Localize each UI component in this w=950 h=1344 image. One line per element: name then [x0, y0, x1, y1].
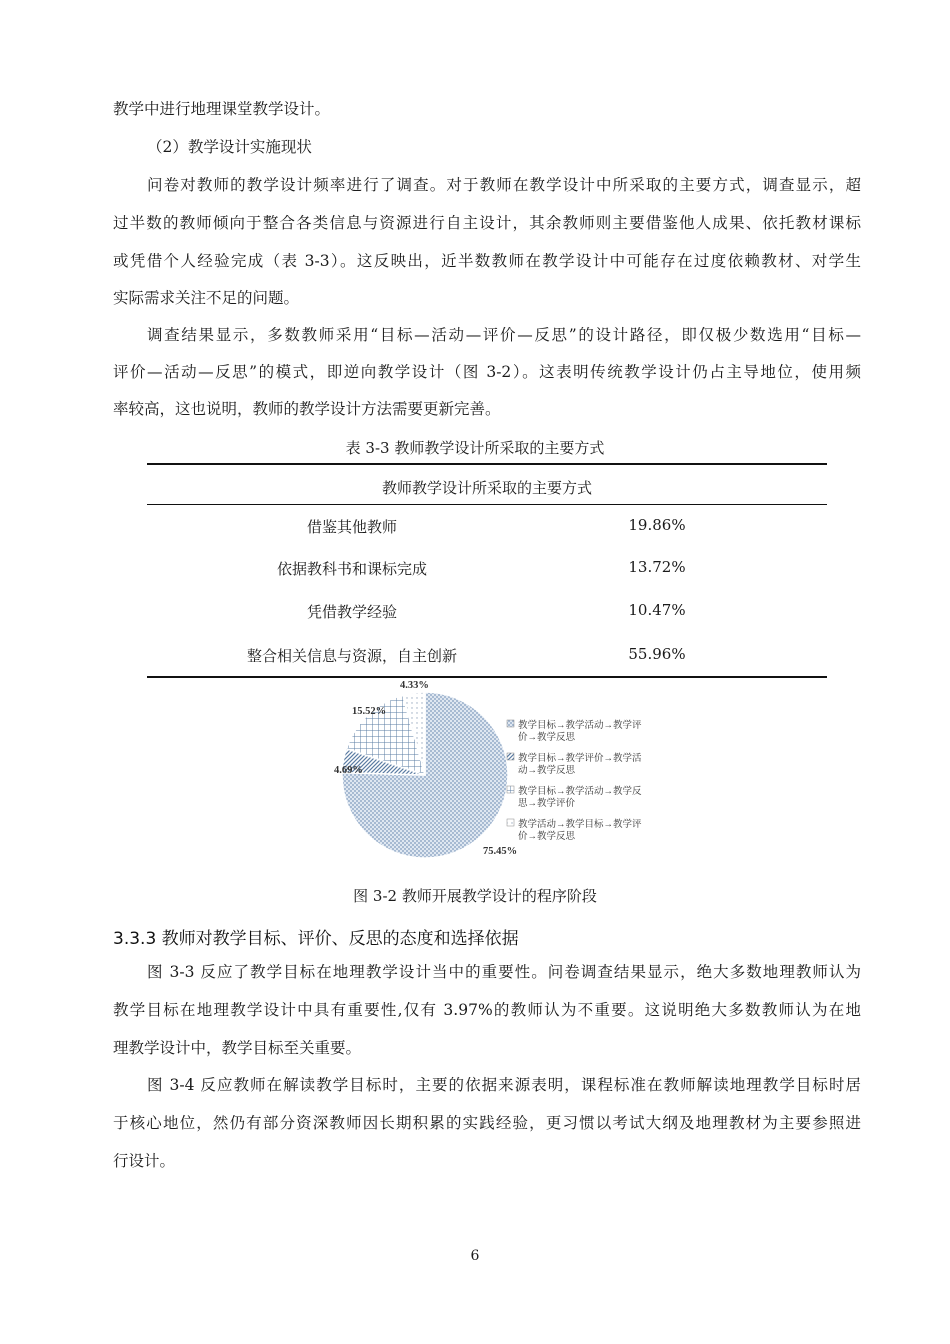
page-number: 6 — [470, 1248, 480, 1264]
paragraph-line: 理教学设计中，教学目标至关重要。 — [113, 1039, 362, 1057]
table-caption: 表 3-3 教师教学设计所采取的主要方式 — [345, 439, 605, 457]
paragraph-line: 率较高，这也说明，教师的教学设计方法需要更新完善。 — [113, 400, 501, 418]
legend-label: 教学目标→教学评价→教学活 — [518, 754, 642, 764]
paragraph-line: 于核心地位，然仍有部分资深教师因长期积累的实践经验，更习惯以考试大纲及地理教材为主要参照进 — [113, 1114, 861, 1132]
pie-slice-label: 75.45% — [483, 846, 518, 857]
table-header-rule — [147, 504, 827, 505]
paragraph-line: 问卷对教师的教学设计频率进行了调查。对于教师在教学设计中所采取的主要方式，调查显示，超 — [147, 176, 861, 194]
paragraph-line: 教学中进行地理课堂教学设计。 — [113, 100, 331, 118]
paragraph-line: 图 3-4 反应教师在解读教学目标时，主要的依据来源表明，课程标准在教师解读地理教学目标时居 — [147, 1076, 861, 1094]
table-row-value: 13.72% — [628, 558, 686, 576]
table-row-label: 凭借教学经验 — [306, 603, 397, 621]
paragraph-line: 图 3-3 反应了教学目标在地理教学设计当中的重要性。问卷调查结果显示，绝大多数地理教师认为 — [147, 963, 861, 981]
legend-label: 动→教学反思 — [518, 766, 576, 776]
paragraph-line: 行设计。 — [113, 1152, 176, 1170]
paragraph-line: 教学目标在地理教学设计中具有重要性,仅有 3.97%的教师认为不重要。这说明绝大多数教师认为在地 — [113, 1001, 861, 1019]
legend-label: 价→教学反思 — [518, 733, 576, 743]
legend-swatch — [507, 753, 514, 760]
pie-slice-label: 4.33% — [400, 680, 429, 691]
table-row-value: 19.86% — [628, 516, 686, 534]
paragraph-line: 评价—活动—反思”的模式，即逆向教学设计（图 3-2）。这表明传统教学设计仍占主导地位，使用频 — [113, 363, 861, 381]
paragraph-line: 过半数的教师倾向于整合各类信息与资源进行自主设计，其余教师则主要借鉴他人成果、依托教材课标 — [113, 214, 861, 232]
pie-chart — [300, 676, 670, 866]
legend-swatch — [507, 786, 514, 793]
table-top-rule — [147, 463, 827, 465]
table-row-label: 依据教科书和课标完成 — [276, 560, 427, 578]
paragraph-line: 或凭借个人经验完成（表 3-3）。这反映出，近半数教师在教学设计中可能存在过度依赖教材、对学生 — [113, 252, 861, 270]
legend-label: 教学目标→教学活动→教学评 — [518, 721, 642, 731]
table-header: 教师教学设计所采取的主要方式 — [381, 479, 592, 497]
legend-swatch — [507, 819, 514, 826]
table-row-label: 整合相关信息与资源，自主创新 — [246, 647, 457, 665]
table-row-value: 55.96% — [628, 645, 686, 663]
legend-label: 思→教学评价 — [518, 799, 576, 809]
paragraph-line: 实际需求关注不足的问题。 — [113, 289, 300, 307]
legend-label: 教学目标→教学活动→教学反 — [518, 787, 642, 797]
legend-label: 价→教学反思 — [518, 832, 576, 842]
table-row-value: 10.47% — [628, 601, 686, 619]
pie-slice-label: 15.52% — [352, 706, 387, 717]
section-heading: 3.3.3 教师对教学目标、评价、反思的态度和选择依据 — [113, 929, 519, 949]
subsection-label: （2）教学设计实施现状 — [147, 138, 312, 156]
legend-swatch — [507, 720, 514, 727]
figure-caption: 图 3-2 教师开展教学设计的程序阶段 — [353, 887, 597, 905]
pie-slice-label: 4.69% — [334, 765, 363, 776]
paragraph-line: 调查结果显示，多数教师采用“目标—活动—评价—反思”的设计路径，即仅极少数选用“目标— — [147, 326, 861, 344]
legend-label: 教学活动→教学目标→教学评 — [518, 820, 642, 830]
table-row-label: 借鉴其他教师 — [306, 518, 397, 536]
